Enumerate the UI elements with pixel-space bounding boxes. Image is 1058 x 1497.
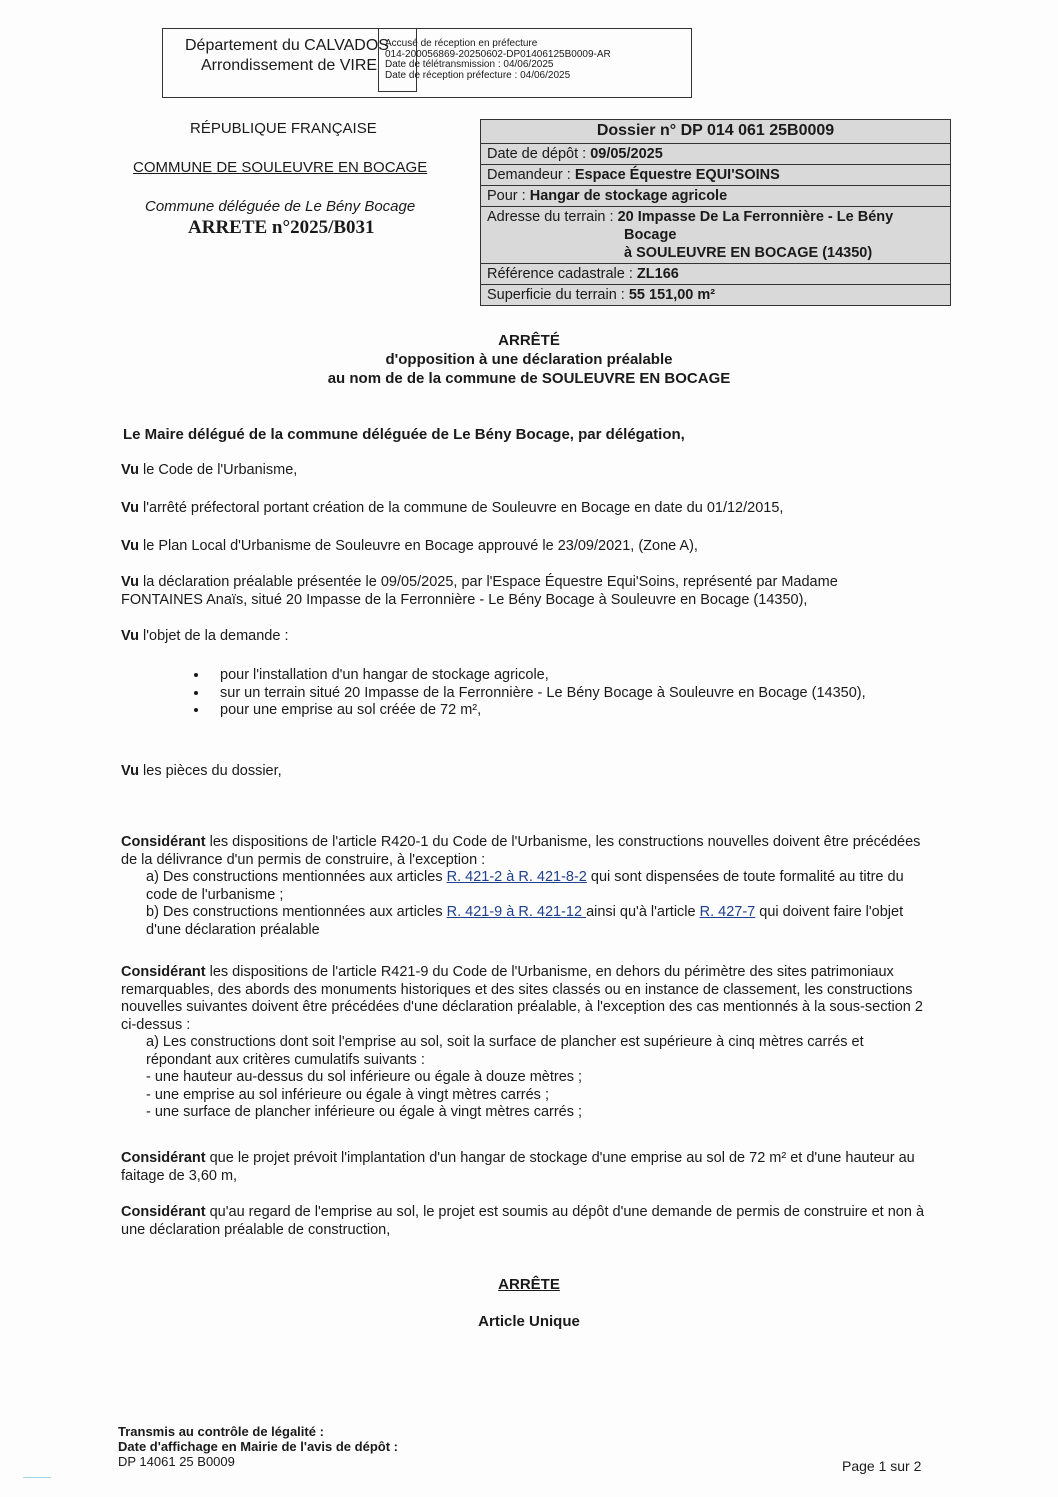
vu-label: Vu xyxy=(121,538,139,554)
date-depot-value: 09/05/2025 xyxy=(590,146,663,162)
receipt-line: Accusé de réception en préfecture xyxy=(385,38,538,49)
vu-arrete xyxy=(121,500,783,518)
vu-label: Vu xyxy=(121,574,139,590)
considerant-label: Considérant xyxy=(121,1204,206,1220)
considerant-1-a xyxy=(121,869,927,904)
objet-list xyxy=(192,667,928,720)
cadastre-value: ZL166 xyxy=(636,266,679,282)
vu-declaration-line-2: FONTAINES Anaïs, situé 20 Impasse de la Ferronnière - Le Bény Bocage à Souleuvre en Bocage (14350), xyxy=(121,591,808,608)
vu-code-text: le Code de l'Urbanisme, xyxy=(139,462,298,478)
considerant-4-text: qu'au regard de l'emprise au sol, le projet est soumis au dépôt d'une demande de permis de construire et non à une déclaration préalable de construction, xyxy=(121,1204,925,1238)
stamp-department: Département du CALVADOS xyxy=(185,37,389,54)
maire-line: Le Maire délégué de la commune déléguée de Le Bény Bocage, par délégation, xyxy=(123,426,685,443)
list-item: • pour l'installation d'un hangar de stockage agricole, xyxy=(209,667,928,685)
adresse-line-1: 20 Impasse De La Ferronnière - Le Bény xyxy=(617,209,894,225)
title-commune: au nom de de la commune de SOULEUVRE EN BOCAGE xyxy=(327,370,731,387)
article-link[interactable]: R. 427-7 xyxy=(699,904,756,920)
footer-affichage: Date d'affichage en Mairie de l'avis de dépôt : xyxy=(118,1439,398,1454)
considerant-2-text: les dispositions de l'article R421-9 du Code de l'Urbanisme, en dehors du périmètre des sites patrimoniaux remarquables, des abords des monuments historiques et des sites classés ou en instance de classement, les constructions nouvelles suivantes doivent être précédées d'une déclaration préalable, à l'exception des cas mentionnés à la sous-section 2 ci-dessus : xyxy=(121,964,923,1033)
title-opposition: d'opposition à une déclaration préalable xyxy=(385,351,673,368)
vu-label: Vu xyxy=(121,628,139,644)
footer-info xyxy=(118,1424,398,1469)
decision-arrete: ARRÊTE xyxy=(498,1276,560,1293)
considerant-3 xyxy=(121,1150,927,1185)
vu-code xyxy=(121,462,297,480)
c1-a-pre: a) Des constructions mentionnées aux articles xyxy=(146,869,447,885)
vu-objet xyxy=(121,628,288,646)
vu-label: Vu xyxy=(121,462,139,478)
page-number: Page 1 sur 2 xyxy=(842,1458,922,1474)
list-item: • sur un terrain situé 20 Impasse de la Ferronnière - Le Bény Bocage à Souleuvre en Bocage (14350), xyxy=(209,685,928,703)
adresse-label: Adresse du terrain : xyxy=(487,209,618,225)
considerant-2 xyxy=(121,964,927,1122)
demandeur-label: Demandeur : xyxy=(487,167,575,183)
considerant-1 xyxy=(121,834,927,939)
c1-b-pre: b) Des constructions mentionnées aux articles xyxy=(146,904,447,920)
vu-pieces xyxy=(121,763,282,781)
vu-declaration xyxy=(121,574,927,609)
receipt-line: Date de réception préfecture : 04/06/2025 xyxy=(385,69,571,81)
demandeur-value: Espace Équestre EQUI'SOINS xyxy=(574,167,780,183)
dossier-title: Dossier n° DP 014 061 25B0009 xyxy=(596,122,835,139)
list-item: • pour une emprise au sol créée de 72 m², xyxy=(209,702,928,720)
considerant-label: Considérant xyxy=(121,1150,206,1166)
considerant-1-text: les dispositions de l'article R420-1 du Code de l'Urbanisme, les constructions nouvelles doivent être précédées de la délivrance d'un permis de construire, à l'exception : xyxy=(121,834,921,868)
article-link[interactable]: R. 421-2 à R. 421-8-2 xyxy=(446,869,587,885)
vu-plu xyxy=(121,538,698,556)
superficie-label: Superficie du terrain : xyxy=(487,287,629,303)
adresse-line-3: à SOULEUVRE EN BOCAGE (14350) xyxy=(624,245,873,261)
vu-arrete-text: l'arrêté préfectoral portant création de la commune de Souleuvre en Bocage en date du 01/12/2015, xyxy=(139,500,784,516)
pour-label: Pour : xyxy=(487,188,530,204)
c1-b-mid: ainsi qu'à l'article xyxy=(586,904,700,920)
vu-objet-text: l'objet de la demande : xyxy=(139,628,289,644)
c1-b-post: qui doivent faire l'objet d'une déclaration préalable xyxy=(146,904,904,938)
republic-heading: RÉPUBLIQUE FRANÇAISE xyxy=(190,120,377,137)
article-link[interactable]: R. 421-9 à R. 421-12 xyxy=(446,904,587,920)
dossier-adresse xyxy=(481,207,951,264)
dossier-cadastre xyxy=(481,264,951,285)
considerant-2-dash: - une surface de plancher inférieure ou égale à vingt mètres carrés ; xyxy=(146,1104,583,1120)
footer-transmis: Transmis au contrôle de légalité : xyxy=(118,1424,324,1439)
article-unique: Article Unique xyxy=(478,1313,580,1330)
considerant-2-dash: - une hauteur au-dessus du sol inférieure ou égale à douze mètres ; xyxy=(146,1069,583,1085)
dossier-superficie xyxy=(481,285,951,306)
pour-value: Hangar de stockage agricole xyxy=(529,188,728,204)
commune-heading: COMMUNE DE SOULEUVRE EN BOCAGE xyxy=(133,159,428,176)
dossier-table xyxy=(480,119,951,306)
stamp-receipt xyxy=(385,39,611,81)
footer-reference: DP 14061 25 B0009 xyxy=(118,1454,235,1469)
considerant-4 xyxy=(121,1204,927,1239)
vu-plu-text: le Plan Local d'Urbanisme de Souleuvre en Bocage approuvé le 23/09/2021, (Zone A), xyxy=(139,538,698,554)
arrete-number: ARRETE n°2025/B031 xyxy=(188,217,375,238)
receipt-line: 014-200056869-20250602-DP01406125B0009-AR xyxy=(385,48,611,60)
considerant-label: Considérant xyxy=(121,964,206,980)
c1-a-post: qui sont dispensées de toute formalité au titre du code de l'urbanisme ; xyxy=(146,869,904,903)
considerant-2-a: a) Les constructions dont soit l'emprise au sol, soit la surface de plancher est supérieure à cinq mètres carrés et répondant aux critères cumulatifs suivants : xyxy=(146,1034,864,1068)
cadastre-label: Référence cadastrale : xyxy=(487,266,637,282)
date-depot-label: Date de dépôt : xyxy=(487,146,591,162)
considerant-label: Considérant xyxy=(121,834,206,850)
adresse-line-2: Bocage xyxy=(624,227,677,243)
dossier-date-depot xyxy=(481,144,951,165)
vu-label: Vu xyxy=(121,763,139,779)
dossier-demandeur xyxy=(481,165,951,186)
considerant-2-dash: - une emprise au sol inférieure ou égale à vingt mètres carrés ; xyxy=(146,1086,549,1103)
commune-deleguee: Commune déléguée de Le Bény Bocage xyxy=(145,198,416,215)
vu-declaration-line-1: la déclaration préalable présentée le 09/05/2025, par l'Espace Équestre Equi'Soins, représenté par Madame xyxy=(139,574,838,590)
receipt-line: Date de télétransmission : 04/06/2025 xyxy=(385,59,554,70)
considerant-3-text: que le projet prévoit l'implantation d'un hangar de stockage d'une emprise au sol de 72 m² et d'une hauteur au faitage de 3,60 m, xyxy=(121,1150,915,1184)
superficie-value: 55 151,00 m² xyxy=(628,287,716,303)
dossier-pour xyxy=(481,186,951,207)
considerant-1-b xyxy=(121,904,927,939)
vu-label: Vu xyxy=(121,500,139,516)
title-arrete: ARRÊTÉ xyxy=(498,332,560,349)
scan-mark xyxy=(23,1477,51,1478)
stamp-arrondissement: Arrondissement de VIRE xyxy=(201,57,378,74)
vu-pieces-text: les pièces du dossier, xyxy=(139,763,282,779)
